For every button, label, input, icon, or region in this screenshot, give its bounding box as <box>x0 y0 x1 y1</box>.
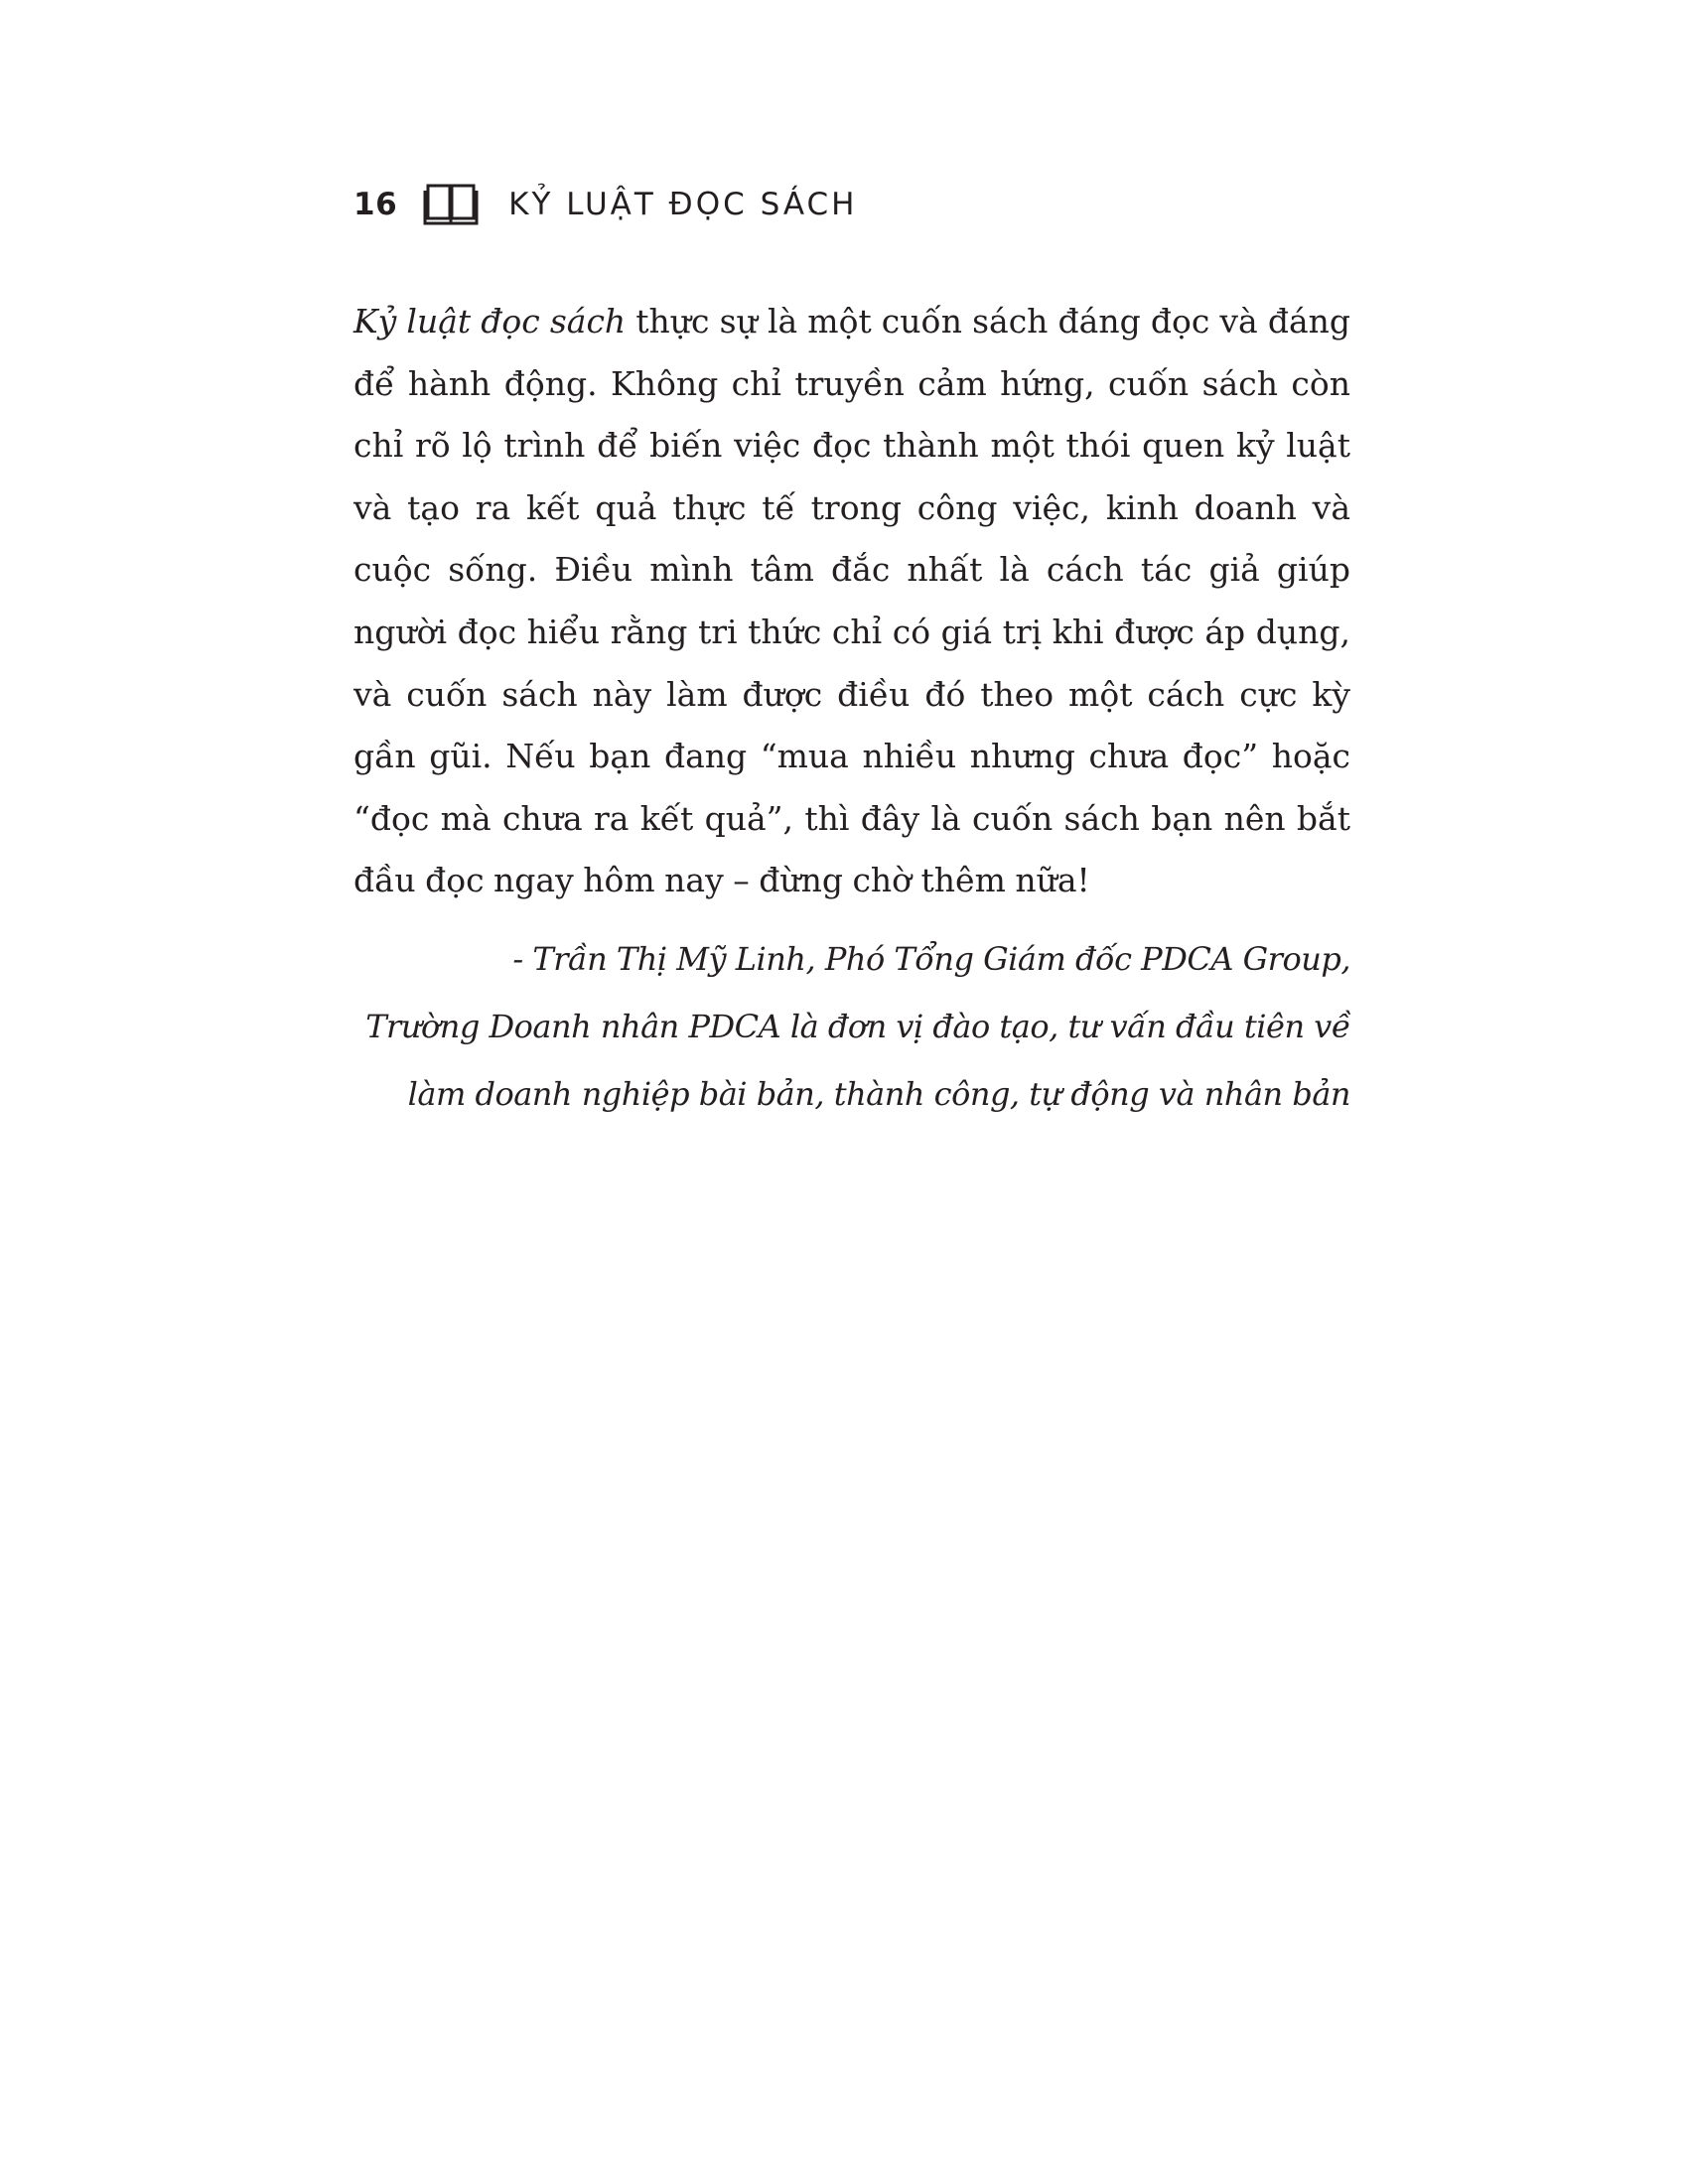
attribution-line-1: - Trần Thị Mỹ Linh, Phó Tổng Giám đốc PDCA Group, <box>512 940 1350 978</box>
running-title: KỶ LUẬT ĐỌC SÁCH <box>508 187 858 222</box>
body-paragraph <box>353 291 1350 912</box>
attribution <box>318 925 1350 1128</box>
open-book-icon <box>423 183 479 226</box>
paragraph-text: thực sự là một cuốn sách đáng đọc và đáng để hành động. Không chỉ truyền cảm hứng, cuốn sách còn chỉ rõ lộ trình để biến việc đọc thành một thói quen kỷ luật và tạo ra kết quả thực tế trong công việc, kinh doanh và cuộc sống. Điều mình tâm đắc nhất là cách tác giả giúp người đọc hiểu rằng tri thức chỉ có giá trị khi được áp dụng, và cuốn sách này làm được điều đó theo một cách cực kỳ gần gũi. Nếu bạn đang “mua nhiều nhưng chưa đọc” hoặc “đọc mà chưa ra kết quả”, thì đây là cuốn sách bạn nên bắt đầu đọc ngay hôm nay – đừng chờ thêm nữa! <box>353 302 1351 900</box>
attribution-line-2: Trường Doanh nhân PDCA là đơn vị đào tạo, tư vấn đầu tiên về <box>365 1008 1350 1045</box>
page-number: 16 <box>353 187 398 222</box>
attribution-line-3: làm doanh nghiệp bài bản, thành công, tự động và nhân bản <box>407 1075 1350 1113</box>
book-title-italic: Kỷ luật đọc sách <box>353 302 627 341</box>
page-header <box>353 177 857 232</box>
